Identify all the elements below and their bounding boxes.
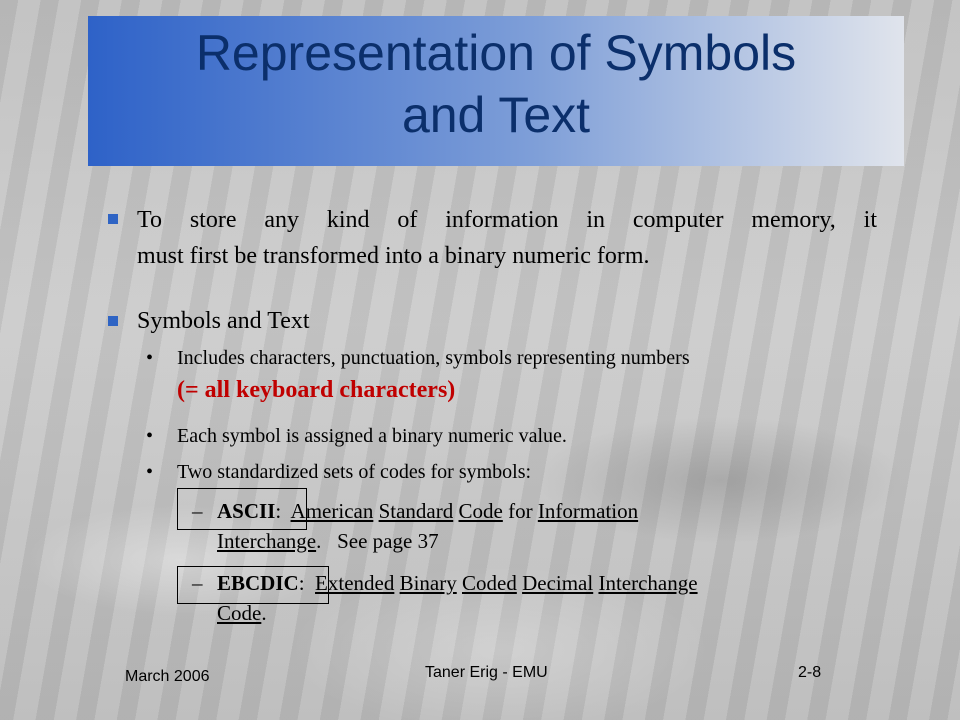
sub-bullet-1-line-1: Includes characters, punctuation, symbols representing numbers <box>177 347 690 369</box>
ascii-word: Information <box>537 499 639 523</box>
code-ascii <box>217 496 777 556</box>
ebcdic-word: Extended <box>315 571 395 595</box>
sub-bullet-dot-icon: • <box>146 461 154 483</box>
ebcdic-word: Code <box>217 601 262 625</box>
slide-title <box>88 22 904 146</box>
dash-icon: – <box>192 571 203 595</box>
code-ascii-line-1 <box>217 496 777 526</box>
ebcdic-word: Interchange <box>598 571 698 595</box>
code-ebcdic-line-2 <box>217 598 857 628</box>
title-line-1: Representation of Symbols <box>195 25 797 81</box>
ascii-word: Standard <box>378 499 454 523</box>
bullet-1-line-2: must first be transformed into a binary numeric form. <box>137 243 650 269</box>
bullet-square-icon <box>108 214 118 224</box>
code-ebcdic-name: EBCDIC <box>217 571 299 595</box>
ascii-word: American <box>290 499 374 523</box>
code-ebcdic <box>217 568 857 628</box>
sub-bullet-dot-icon: • <box>146 425 154 447</box>
sub-bullet-3: Two standardized sets of codes for symbols: <box>177 461 532 483</box>
ebcdic-word: Coded <box>462 571 517 595</box>
code-ascii-sep: : <box>275 499 282 523</box>
sub-bullet-1 <box>177 343 877 407</box>
bullet-1-line-1: To store any kind of information in computer memory, it <box>137 207 877 233</box>
bullet-1 <box>137 202 877 274</box>
sub-bullet-dot-icon: • <box>146 347 154 369</box>
footer-page-number: 2-8 <box>798 664 822 681</box>
ebcdic-word: Decimal <box>522 571 594 595</box>
bullet-square-icon <box>108 316 118 326</box>
code-ascii-name: ASCII <box>217 499 276 523</box>
code-ebcdic-sep: : <box>298 571 305 595</box>
footer-author: Taner Erig - EMU <box>425 664 548 681</box>
code-ebcdic-line-1 <box>217 568 857 598</box>
ebcdic-word: Binary <box>399 571 457 595</box>
ascii-page-ref: . See page 37 <box>316 529 439 553</box>
ascii-word: Interchange <box>217 529 317 553</box>
ascii-word: for <box>508 499 533 523</box>
dash-icon: – <box>192 499 203 523</box>
ebcdic-period: . <box>261 601 267 625</box>
sub-bullet-2: Each symbol is assigned a binary numeric value. <box>177 425 567 447</box>
footer-date: March 2006 <box>125 668 210 685</box>
sub-bullet-1-highlight: (= all keyboard characters) <box>177 377 456 403</box>
code-ascii-line-2 <box>217 526 777 556</box>
title-line-2: and Text <box>401 87 591 143</box>
ascii-word: Code <box>458 499 503 523</box>
bullet-2: Symbols and Text <box>137 308 310 334</box>
